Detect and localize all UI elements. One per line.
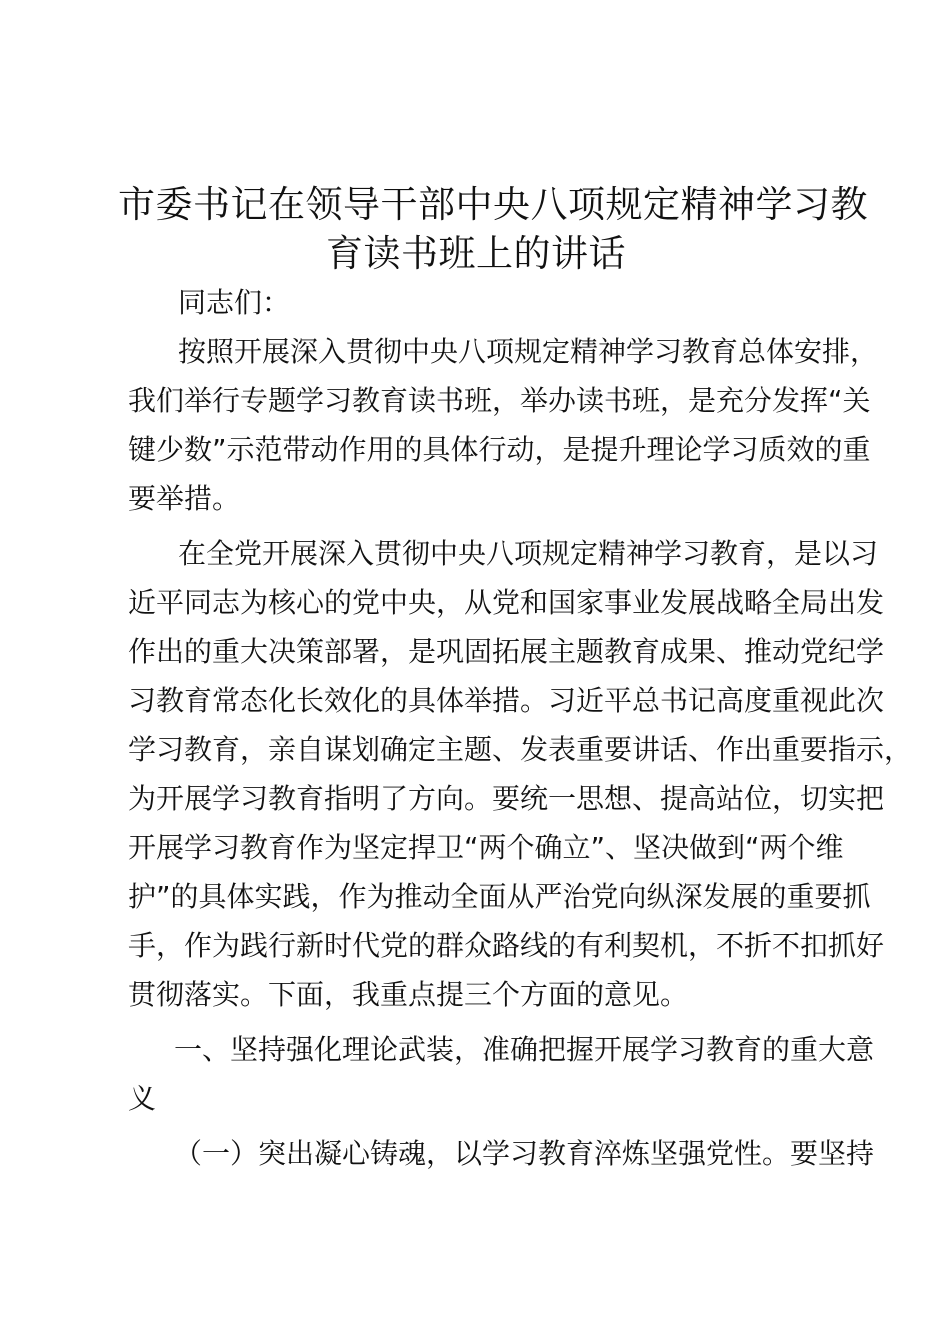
paragraph-line: 键少数”示范带动作用的具体行动，是提升理论学习质效的重 (128, 433, 871, 466)
paragraph-2 (128, 529, 913, 1019)
paragraph-line: 在全党开展深入贯彻中央八项规定精神学习教育，是以习 (178, 537, 879, 570)
title-line-1: 市委书记在领导干部中央八项规定精神学习教 (118, 183, 868, 226)
greeting: 同志们： (178, 286, 291, 319)
section-heading-1 (128, 1025, 875, 1123)
subsection-paragraph-1 (128, 1129, 875, 1178)
title-line-2: 育读书班上的讲话 (326, 232, 626, 275)
paragraph-line: 学习教育，亲自谋划确定主题、发表重要讲话、作出重要指示， (128, 733, 913, 766)
section-heading-line: 一、坚持强化理论武装，准确把握开展学习教育的重大意 (174, 1033, 875, 1066)
paragraph-line: 按照开展深入贯彻中央八项规定精神学习教育总体安排， (178, 335, 879, 368)
paragraph-line: （一）突出凝心铸魂，以学习教育淬炼坚强党性。要坚持 (174, 1137, 875, 1170)
paragraph-line: 我们举行专题学习教育读书班，举办读书班，是充分发挥“关 (128, 384, 871, 417)
paragraph-line: 近平同志为核心的党中央，从党和国家事业发展战略全局出发 (128, 586, 885, 619)
paragraph-line: 护”的具体实践，作为推动全面从严治党向纵深发展的重要抓 (128, 880, 871, 913)
paragraph-line: 手，作为践行新时代党的群众路线的有利契机，不折不扣抓好 (128, 929, 885, 962)
paragraph-1 (128, 327, 879, 523)
paragraph-line: 作出的重大决策部署，是巩固拓展主题教育成果、推动党纪学 (128, 635, 885, 668)
paragraph-line: 为开展学习教育指明了方向。要统一思想、提高站位，切实把 (128, 782, 885, 815)
paragraph-line: 习教育常态化长效化的具体举措。习近平总书记高度重视此次 (128, 684, 885, 717)
document-body (128, 278, 913, 1184)
paragraph-line: 贯彻落实。下面，我重点提三个方面的意见。 (128, 978, 689, 1011)
section-heading-line: 义 (128, 1082, 157, 1115)
document-title (118, 180, 868, 278)
paragraph-line: 要举措。 (128, 482, 241, 515)
paragraph-line: 开展学习教育作为坚定捍卫“两个确立”、坚决做到“两个维 (128, 831, 844, 864)
